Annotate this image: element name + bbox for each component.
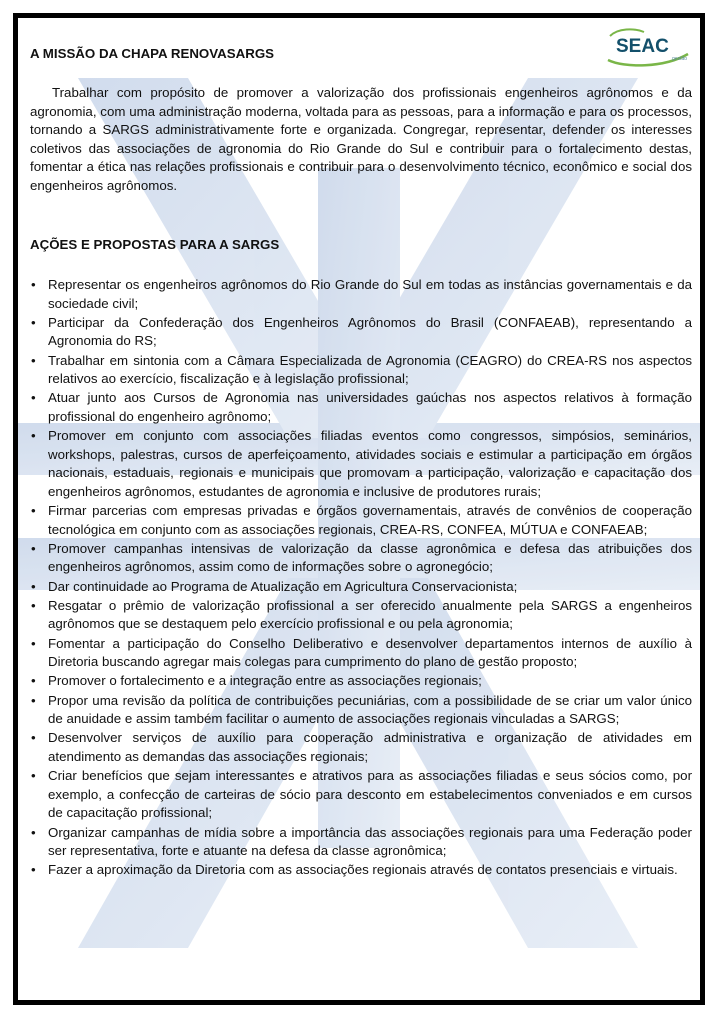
actions-title: AÇÕES E PROPOSTAS PARA A SARGS bbox=[30, 237, 280, 252]
action-item-text: Fomentar a participação do Conselho Deliberativo e desenvolver departamentos internos de auxílio à Diretoria buscando agregar mais colegas para cumprimento do plano de gestão proposto; bbox=[48, 635, 692, 670]
bullet-icon: • bbox=[31, 277, 36, 292]
logo-subtext: gestão bbox=[672, 56, 688, 62]
action-item bbox=[30, 389, 692, 426]
action-item-text: Fazer a aproximação da Diretoria com as associações regionais através de contatos presenciais e virtuais. bbox=[48, 862, 678, 878]
action-item-text: Promover em conjunto com associações filiadas eventos como congressos, simpósios, seminários, workshops, palestras, cursos de aperfeiçoamento, atividades sociais e estimular a participação em órgãos nacionais, estaduais, regionais e municipais que promovam a participação, valorização e capacitação dos engenheiros agrônomos, estudantes de agronomia e inclusive de produtores rurais; bbox=[48, 428, 692, 499]
mission-title: A MISSÃO DA CHAPA RENOVASARGS bbox=[30, 46, 275, 61]
action-item-text: Participar da Confederação dos Engenheiros Agrônomos do Brasil (CONFAEAB), representando a Agronomia do RS; bbox=[48, 314, 692, 349]
action-item bbox=[30, 352, 692, 389]
action-item bbox=[30, 824, 692, 861]
document-page bbox=[13, 13, 705, 1005]
action-item bbox=[30, 635, 692, 672]
action-item-text: Trabalhar em sintonia com a Câmara Especializada de Agronomia (CEAGRO) do CREA-RS nos aspectos relativos ao exercício, fiscalização e à legislação profissional; bbox=[48, 352, 692, 387]
action-item-text: Firmar parcerias com empresas privadas e órgãos governamentais, através de convênios de cooperação tecnológica em conjunto com as associações regionais, CREA-RS, CONFEA, MÚTUA e CONFAEAB; bbox=[48, 503, 692, 537]
action-item-text: Promover campanhas intensivas de valorização da classe agronômica e defesa das atribuições dos engenheiros agrônomos, assim como de informações sobre o agronegócio; bbox=[48, 540, 692, 575]
action-item-text: Propor uma revisão da política de contribuições pecuniárias, com a possibilidade de se criar um valor único de anuidade e assim também facilitar o aumento de associações regionais vinculadas a SARGS; bbox=[48, 692, 692, 727]
bullet-icon: • bbox=[31, 352, 36, 368]
bullet-icon: • bbox=[31, 768, 36, 784]
action-item bbox=[30, 540, 692, 577]
mission-paragraph: Trabalhar com propósito de promover a valorização dos profissionais engenheiros agrônomos e da agronomia, com uma administração moderna, voltada para as pessoas, para a informação e para os processos, tornando a SARGS administrativamente forte e organizada. Congregar, representar, defender os interesses coletivos das associações de agronomia do Rio Grande do Sul e contribuir para o fortalecimento destas, fomentar a ética nas relações profissionais e contribuir para o desenvolvimento técnico, econômico e social dos engenheiros agrônomos. bbox=[30, 85, 692, 193]
action-item-text: Desenvolver serviços de auxílio para cooperação administrativa e organização de atividades em atendimento as demandas das associações regionais; bbox=[48, 730, 692, 764]
action-item bbox=[30, 502, 692, 539]
bullet-icon: • bbox=[31, 503, 36, 519]
bullet-icon: • bbox=[31, 824, 36, 840]
action-item-text: Dar continuidade ao Programa de Atualização em Agricultura Conservacionista; bbox=[48, 578, 518, 594]
action-item-text: Representar os engenheiros agrônomos do Rio Grande do Sul em todas as instâncias governamentais e da sociedade civil; bbox=[48, 277, 692, 311]
action-item bbox=[30, 314, 692, 351]
seac-logo bbox=[604, 24, 692, 68]
bullet-icon: • bbox=[31, 862, 36, 878]
bullet-icon: • bbox=[31, 390, 36, 406]
bullet-icon: • bbox=[31, 540, 36, 556]
action-item-text: Promover o fortalecimento e a integração entre as associações regionais; bbox=[48, 673, 482, 689]
action-item bbox=[30, 276, 692, 313]
bullet-icon: • bbox=[31, 730, 36, 746]
bullet-icon: • bbox=[31, 314, 36, 330]
bullet-icon: • bbox=[31, 578, 36, 594]
action-item-text: Organizar campanhas de mídia sobre a importância das associações regionais para uma Federação poder ser representativa, forte e atuante na defesa da classe agronômica; bbox=[48, 824, 692, 859]
bullet-icon: • bbox=[31, 673, 36, 689]
bullet-icon: • bbox=[31, 597, 36, 613]
action-item-text: Atuar junto aos Cursos de Agronomia nas universidades gaúchas nos aspectos relativos à formação profissional do engenheiro agrônomo; bbox=[48, 390, 692, 424]
action-item bbox=[30, 729, 692, 766]
action-item bbox=[30, 427, 692, 501]
action-item-text: Criar benefícios que sejam interessantes e atrativos para as associações filiadas e seus sócios como, por exemplo, a confecção de carteiras de sócio para desconto em estabelecimentos conveniados e em cursos de capacitação profissional; bbox=[48, 768, 692, 821]
bullet-icon: • bbox=[31, 635, 36, 651]
logo-text: SEAC bbox=[616, 36, 669, 57]
action-item-text: Resgatar o prêmio de valorização profissional a ser oferecido anualmente pela SARGS a engenheiros agrônomos que se destaquem pelo exercício profissional e ou pela agronomia; bbox=[48, 597, 692, 632]
action-item bbox=[30, 692, 692, 729]
action-item bbox=[30, 672, 692, 691]
action-item bbox=[30, 597, 692, 634]
actions-list bbox=[30, 276, 692, 881]
action-item bbox=[30, 767, 692, 823]
bullet-icon: • bbox=[31, 692, 36, 708]
action-item bbox=[30, 861, 692, 880]
bullet-icon: • bbox=[31, 428, 36, 444]
action-item bbox=[30, 578, 692, 597]
